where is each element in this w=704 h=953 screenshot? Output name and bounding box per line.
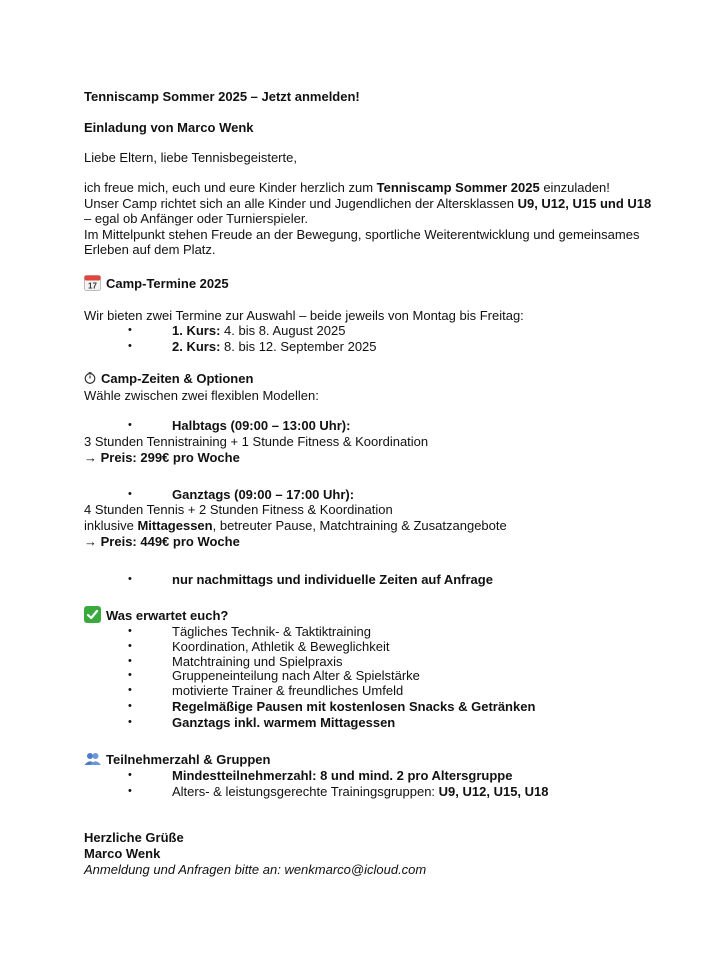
halbtags-price: → Preis: 299€ pro Woche xyxy=(84,450,240,465)
list-item: • 2. Kurs: 8. bis 12. September 2025 xyxy=(128,339,377,354)
list-item: • Tägliches Technik- & Taktiktraining xyxy=(128,624,371,639)
stopwatch-icon xyxy=(84,372,96,384)
contact-line: Anmeldung und Anfragen bitte an: wenkmarco@icloud.com xyxy=(84,862,427,877)
halbtags-title: • Halbtags (09:00 – 13:00 Uhr): xyxy=(128,418,351,433)
greeting: Liebe Eltern, liebe Tennisbegeisterte, xyxy=(84,150,297,165)
termine-heading: 17 Camp-Termine 2025 xyxy=(84,274,664,292)
svg-text:17: 17 xyxy=(88,281,97,291)
intro-paragraph: ich freue mich, euch und eure Kinder herzlich zum Tenniscamp Sommer 2025 einzuladen! Unser Camp richtet sich an alle Kinder und Jugendlichen der Altersklassen U9, U12, U15 und U18 – egal ob Anfänger oder Turnierspieler. Im Mittelpunkt stehen Freude an der Bewegung, sportliche Weiterentwicklung und gemeinsames Erleben auf dem Platz. xyxy=(84,180,652,257)
closing-name: Marco Wenk xyxy=(84,846,161,861)
ganztags-title: • Ganztags (09:00 – 17:00 Uhr): xyxy=(128,487,355,502)
ganztags-price: → Preis: 449€ pro Woche xyxy=(84,534,240,549)
ganztags-description: 4 Stunden Tennis + 2 Stunden Fitness & Koordination xyxy=(84,502,393,517)
halbtags-description: 3 Stunden Tennistraining + 1 Stunde Fitness & Koordination xyxy=(84,434,429,449)
zeiten-heading: Camp-Zeiten & Optionen xyxy=(84,371,664,387)
list-item: • Regelmäßige Pausen mit kostenlosen Snacks & Getränken xyxy=(128,699,536,714)
invitation-line: Einladung von Marco Wenk xyxy=(84,120,254,135)
list-item: • Koordination, Athletik & Beweglichkeit xyxy=(128,639,390,654)
list-item: • motivierte Trainer & freundliches Umfeld xyxy=(128,683,404,698)
list-item: • Alters- & leistungsgerechte Trainingsgruppen: U9, U12, U15, U18 xyxy=(128,784,549,799)
erwartet-heading: Was erwartet euch? xyxy=(84,606,664,624)
people-icon xyxy=(84,750,101,767)
list-item: • Mindestteilnehmerzahl: 8 und mind. 2 pro Altersgruppe xyxy=(128,768,513,783)
list-item: • 1. Kurs: 4. bis 8. August 2025 xyxy=(128,323,346,338)
zeiten-intro: Wähle zwischen zwei flexiblen Modellen: xyxy=(84,388,319,403)
calendar-icon xyxy=(84,274,101,291)
list-item: • Matchtraining und Spielpraxis xyxy=(128,654,343,669)
list-item: • Ganztags inkl. warmem Mittagessen xyxy=(128,715,396,730)
check-mark-icon xyxy=(84,606,101,623)
closing-regards: Herzliche Grüße xyxy=(84,830,184,845)
termine-intro: Wir bieten zwei Termine zur Auswahl – beide jeweils von Montag bis Freitag: xyxy=(84,308,524,323)
list-item: • Gruppeneinteilung nach Alter & Spielstärke xyxy=(128,668,420,683)
nachmittags-option: • nur nachmittags und individuelle Zeiten auf Anfrage xyxy=(128,572,493,587)
document-title: Tenniscamp Sommer 2025 – Jetzt anmelden! xyxy=(84,89,360,104)
ganztags-extras: inklusive Mittagessen, betreuter Pause, Matchtraining & Zusatzangebote xyxy=(84,518,507,533)
teilnehmer-heading: Teilnehmerzahl & Gruppen xyxy=(84,750,664,768)
